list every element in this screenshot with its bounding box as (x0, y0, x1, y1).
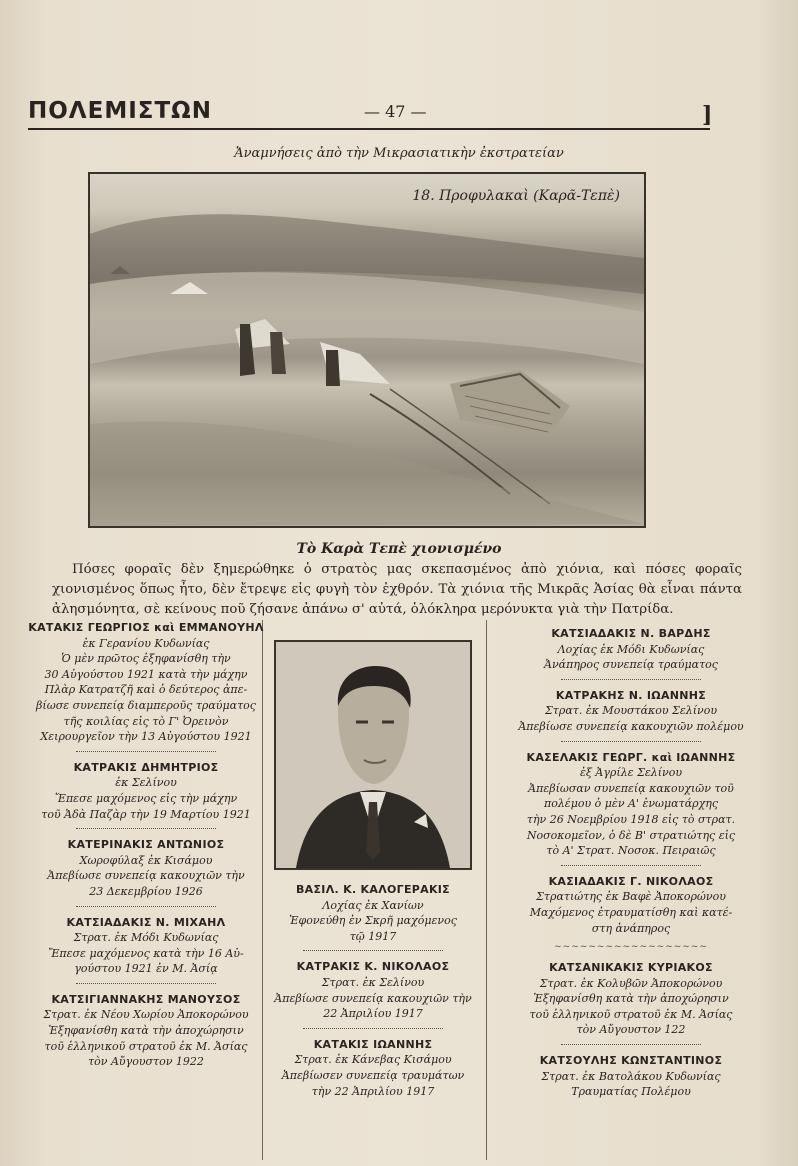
page-header (28, 98, 713, 132)
entry-line: Ἀπεβίωσε συνεπείᾳ κακουχιῶν τὴν (47, 869, 245, 883)
entry-line: γούστου 1921 ἐν Μ. Ἀσίᾳ (74, 962, 218, 976)
entry-line: τοῦ ἑλληνικοῦ στρατοῦ ἐκ Μ. Ἀσίας (44, 1039, 248, 1053)
entry-name: ΚΑΤΕΡΙΝΑΚΙΣ ΑΝΤΩΝΙΟΣ (67, 838, 225, 852)
left-column (28, 620, 264, 1076)
snowy-hill-camp-image (90, 174, 644, 526)
section-caption: Ἀναμνήσεις ἀπὸ τὴν Μικρασιατικὴν ἐκστρατείαν (234, 146, 564, 161)
header-rule (28, 128, 710, 130)
photo-caption-title: Τὸ Καρὰ Τεπὲ χιονισμένο (296, 541, 502, 557)
entry-name: ΚΑΤΑΚΙΣ ΙΩΑΝΝΗΣ (313, 1037, 433, 1051)
entry-line: Ἐξηφανίσθη κατὰ τὴν ἀποχώρησιν (533, 992, 729, 1006)
obituary-entry (262, 1037, 484, 1099)
entry-line: Ἀπεβίωσε συνεπείᾳ κακουχιῶν τὴν (274, 991, 472, 1005)
page-number: — 47 — (364, 102, 427, 121)
entry-line: τὸν Αὔγουστον 1922 (88, 1055, 204, 1069)
obituary-entry (486, 688, 776, 735)
entry-line: Ἀπεβίωσεν συνεπείᾳ τραυμάτων (281, 1068, 465, 1082)
entry-line: τῆς κοιλίας εἰς τὸ Γ' Ὀρεινὸν (63, 714, 229, 728)
entry-line: Νοσοκομεῖον, ὁ δὲ Β' στρατιώτης εἰς (526, 828, 736, 842)
obituary-entry (28, 992, 264, 1070)
entry-line: Ὁ μὲν πρῶτος ἐξηφανίσθη τὴν (61, 652, 231, 666)
entry-name: ΚΑΣΙΑΔΑΚΙΣ Γ. ΝΙΚΟΛΑΟΣ (548, 874, 714, 888)
entry-line: Στρατ. ἐκ Σελίνου (321, 975, 425, 989)
entry-line: 23 Δεκεμβρίου 1926 (89, 884, 203, 898)
entry-line: στη ἀνάπηρος (591, 921, 671, 935)
entry-line: Στρατ. ἐκ Νέου Χωρίου Ἀποκορώνου (43, 1008, 249, 1022)
landscape-photo (88, 172, 646, 528)
entry-line: Στρατ. ἐκ Κολυβῶν Ἀποκορώνου (539, 976, 723, 990)
entry-name: ΚΑΤΣΟΥΛΗΣ ΚΩΝΣΤΑΝΤΙΝΟΣ (539, 1054, 723, 1068)
entry-name: ΚΑΤΡΑΚΙΣ Κ. ΝΙΚΟΛΑΟΣ (296, 960, 450, 974)
entry-line: Πλὰρ Κατρατζῆ καὶ ὁ δεύτερος ἀπε- (44, 683, 248, 697)
entry-name: ΚΑΤΣΙΓΙΑΝΝΑΚΗΣ ΜΑΝΟΥΣΟΣ (51, 992, 241, 1006)
entry-line: Λοχίας ἐκ Χανίων (322, 898, 424, 912)
photo-caption-paragraph: Πόσες φοραῖς δὲν ξημερώθηκε ὁ στρατὸς μας σκεπασμένος ἀπὸ χιόνια, καὶ πόσες φοραῖς χιονισμένος ὅπως ἦτο, δὲν ἔτρεψε εἰς φυγὴ τὸν ἐχθρόν. Τὰ χιόνια τῆς Μικρᾶς Ἀσίας θὰ εἶναι πάντα ἀλησμόνητα, σὲ κείνους ποῦ ζήσανε ἀπάνω σ' αὐτά, ὁλόκληρα μερόνυκτα γιὰ τὴν Πατρίδα. (52, 562, 742, 617)
obituary-entry (28, 837, 264, 899)
entry-line: ἐκ Σελίνου (115, 776, 177, 790)
obituary-entry (262, 882, 484, 944)
entry-line: Λοχίας ἐκ Μόδι Κυδωνίας (557, 642, 705, 656)
entry-line: ἐκ Γερανίου Κυδωνίας (82, 636, 210, 650)
right-column (486, 626, 776, 1106)
entry-line: τοῦ Ἀδὰ Παζὰρ τὴν 19 Μαρτίου 1921 (41, 807, 251, 821)
obituary-entry (28, 915, 264, 977)
entry-separator (76, 828, 216, 829)
entry-name: ΚΑΤΡΑΚΙΣ ΔΗΜΗΤΡΙΟΣ (73, 760, 219, 774)
entry-separator (561, 865, 701, 866)
entry-line: τὸν Αὔγουστον 122 (576, 1023, 686, 1037)
entry-line: ἐξ Ἀγρίλε Σελίνου (579, 766, 683, 780)
entry-line: τὴν 26 Νοεμβρίου 1918 εἰς τὸ στρατ. (526, 812, 736, 826)
entry-line: 22 Ἀπριλίου 1917 (323, 1007, 423, 1021)
entry-line: Ἔπεσε μαχόμενος κατὰ τὴν 16 Αὐ- (48, 946, 244, 960)
obituary-entry (486, 1053, 776, 1100)
entry-line: Στρατ. ἐκ Βατολάκου Κυδωνίας (541, 1069, 721, 1083)
entry-separator (303, 1028, 443, 1029)
entry-line: Ἔπεσε μαχόμενος εἰς τὴν μάχην (54, 791, 238, 805)
obituary-entry (486, 960, 776, 1038)
entry-separator (76, 906, 216, 907)
middle-column (262, 630, 484, 1105)
entry-name: ΚΑΤΣΙΑΔΑΚΙΣ Ν. ΜΙΧΑΗΛ (66, 915, 226, 929)
entry-separator (561, 1044, 701, 1045)
obituary-entry (486, 874, 776, 936)
wavy-separator: ~~~~~~~~~~~~~~~~~~ (554, 942, 708, 953)
running-title: ΠΟΛΕΜΙΣΤΩΝ (28, 98, 212, 124)
obituary-entry (486, 626, 776, 673)
header-mark: ] (702, 102, 713, 128)
obituary-entry (28, 760, 264, 822)
entry-name: ΚΑΤΑΚΙΣ ΓΕΩΡΓΙΟΣ καὶ ΕΜΜΑΝΟΥΗΛ (28, 621, 264, 634)
entry-line: τὸ Α' Στρατ. Νοσοκ. Πειραιῶς (546, 844, 716, 858)
entry-name: ΚΑΤΡΑΚΗΣ Ν. ΙΩΑΝΝΗΣ (555, 688, 707, 702)
entry-line: τὴν 22 Ἀπριλίου 1917 (311, 1084, 435, 1098)
entry-line: τῷ 1917 (349, 929, 397, 943)
entry-line: Στρατ. ἐκ Κάνεβας Κισάμου (294, 1053, 452, 1067)
entry-line: Τραυματίας Πολέμου (571, 1085, 691, 1099)
entry-line: Χειρουργεῖον τὴν 13 Αὐγούστου 1921 (40, 730, 252, 744)
photo-label: 18. Προφυλακαὶ (Καρᾶ-Τεπὲ) (412, 188, 620, 204)
entry-line: Ἀπεβίωσαν συνεπείᾳ κακουχιῶν τοῦ (528, 781, 734, 795)
entry-name: ΒΑΣΙΛ. Κ. ΚΑΛΟΓΕΡΑΚΙΣ (296, 883, 450, 896)
entry-line: Στρατ. ἐκ Μουστάκου Σελίνου (544, 704, 718, 718)
entry-name: ΚΑΣΕΛΑΚΙΣ ΓΕΩΡΓ. καὶ ΙΩΑΝΝΗΣ (526, 750, 736, 764)
entry-name: ΚΑΤΣΙΑΔΑΚΙΣ Ν. ΒΑΡΔΗΣ (551, 627, 711, 640)
entry-name: ΚΑΤΣΑΝΙΚΑΚΙΣ ΚΥΡΙΑΚΟΣ (549, 961, 713, 975)
entry-line: βίωσε συνεπείᾳ διαμπεροῦς τραύματος (36, 698, 256, 712)
entry-line: Στρατιώτης ἐκ Βαφὲ Ἀποκορώνου (536, 890, 726, 904)
entry-line: πολέμου ὁ μὲν Α' ἐνωματάρχης (543, 797, 719, 811)
entry-line: τοῦ ἑλληνικοῦ στρατοῦ ἐκ Μ. Ἀσίας (529, 1007, 733, 1021)
portrait-photo (274, 640, 472, 870)
entry-line: Ἐξηφανίσθη κατὰ τὴν ἀποχώρησιν (48, 1024, 244, 1038)
entry-line: 30 Αὐγούστου 1921 κατὰ τὴν μάχην (44, 667, 248, 681)
entry-line: Ἐφονεύθη ἐν Σκρῆ μαχόμενος (289, 914, 457, 928)
entry-separator (76, 983, 216, 984)
entry-separator (561, 679, 701, 680)
obituary-entry (262, 959, 484, 1021)
entry-line: Μαχόμενος ἐτραυματίσθη καὶ κατέ- (529, 905, 733, 919)
entry-line: Ἀνάπηρος συνεπείᾳ τραύματος (544, 658, 718, 672)
obituary-entry (486, 750, 776, 859)
entry-line: Χωροφύλαξ ἐκ Κισάμου (79, 853, 213, 867)
entry-separator (76, 751, 216, 752)
man-in-suit-portrait (276, 642, 470, 868)
entry-line: Ἀπεβίωσε συνεπείᾳ κακουχιῶν πολέμου (518, 719, 744, 733)
entry-separator (561, 741, 701, 742)
entry-line: Στρατ. ἐκ Μόδι Κυδωνίας (73, 931, 219, 945)
entry-separator (303, 950, 443, 951)
obituary-entry (28, 620, 264, 745)
